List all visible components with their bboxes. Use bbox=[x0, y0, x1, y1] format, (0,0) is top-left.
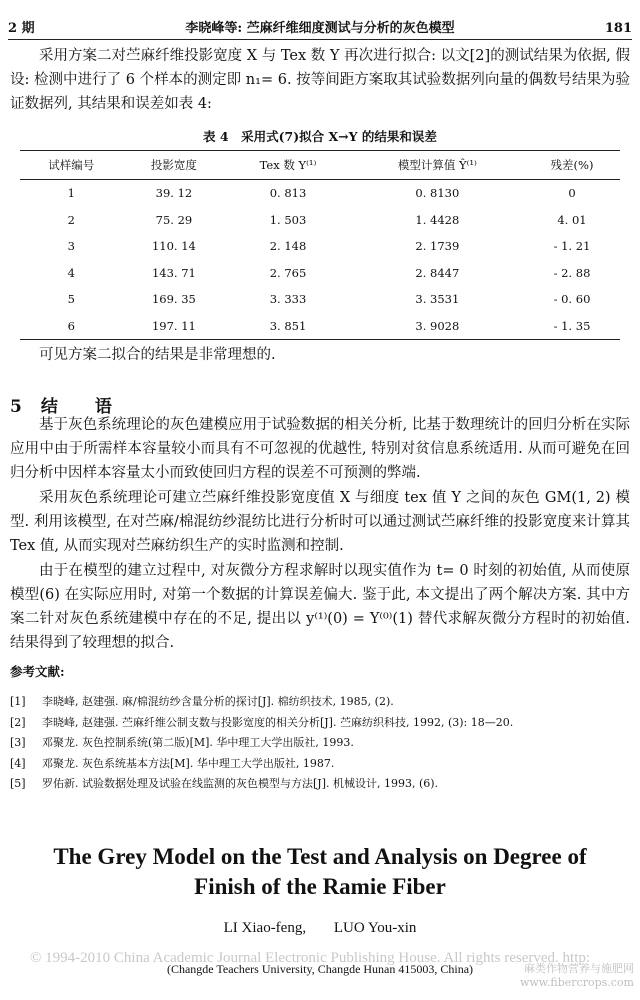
reference-item bbox=[10, 754, 630, 775]
table-cell: 2. 148 bbox=[269, 239, 307, 254]
reference-number: [2] bbox=[10, 715, 26, 729]
running-title: 李晓峰等: 苎麻纤维细度测试与分析的灰色模型 bbox=[185, 21, 455, 36]
table-cell: 4. 01 bbox=[557, 212, 587, 227]
reference-number: [5] bbox=[10, 777, 26, 790]
body-paragraph: 由于在模型的建立过程中, 对灰微分方程求解时以现实值作为 t= 0 时刻的初始值, 从而使原模型(6) 在实际应用时, 对第一个数据的计算误差偏大. 鉴于此, 本文提出了两个解决方案. 其中方案二针对灰色系统建模中存在的不足, 提出以 y⁽¹⁾(0) = Y⁽⁰⁾(1) 替代求解灰微分方程时的初始值. 结果得到了较理想的拟合. bbox=[10, 563, 630, 651]
table-cell: 143. 71 bbox=[151, 265, 196, 280]
page-number: 181 bbox=[604, 21, 632, 36]
results-table bbox=[20, 150, 620, 340]
issue-number: 2 期 bbox=[8, 21, 35, 36]
table-cell: 0 bbox=[568, 186, 576, 201]
table-cell: 5 bbox=[67, 292, 75, 307]
table-cell: 2 bbox=[67, 212, 75, 227]
table-cell: 6 bbox=[67, 318, 75, 333]
reference-item bbox=[10, 733, 630, 754]
table-cell: - 1. 35 bbox=[553, 318, 591, 333]
table-cell: 3 bbox=[67, 239, 75, 254]
table-cell: 3. 333 bbox=[269, 292, 307, 307]
table-cell: 3. 9028 bbox=[415, 318, 460, 333]
table-header-row bbox=[20, 151, 620, 180]
col-header-sample-no: 试样编号 bbox=[48, 158, 95, 172]
reference-item bbox=[10, 713, 630, 734]
copyright-watermark: © 1994-2010 China Academic Journal Electronic Publishing House. All rights reserved. http: bbox=[30, 950, 591, 966]
table-row bbox=[20, 260, 620, 287]
table-cell: 1. 503 bbox=[269, 212, 307, 227]
col-header-tex: Tex 数 Y⁽¹⁾ bbox=[259, 158, 317, 172]
reference-number: [4] bbox=[10, 756, 26, 770]
table-row bbox=[20, 180, 620, 207]
table-cell: 1 bbox=[67, 186, 75, 201]
site-watermark bbox=[520, 962, 634, 990]
table-row bbox=[20, 207, 620, 234]
reference-text: 李晓峰, 赵建强. 麻/棉混纺纱含量分析的探讨[J]. 棉纺织技术, 1985, (2). bbox=[42, 695, 394, 708]
table-cell: 0. 813 bbox=[269, 186, 307, 201]
intro-paragraph: 采用方案二对苎麻纤维投影宽度 X 与 Tex 数 Y 再次进行拟合: 以文[2]的测试结果为依据, 假设: 检测中进行了 6 个样本的测定即 n₁= 6. 按等间距方案取其试验数据列向量的偶数号结果为验证数据列, 其结果和误差如表 4: bbox=[10, 48, 630, 112]
reference-text: 李晓峰, 赵建强. 苎麻纤维公制支数与投影宽度的相关分析[J]. 苎麻纺织科技, 1992, (3): 18—20. bbox=[42, 715, 514, 729]
english-affiliation: (Changde Teachers University, Changde Hunan 415003, China) bbox=[166, 962, 474, 976]
english-authors bbox=[0, 920, 640, 937]
table-cell: 4 bbox=[67, 265, 75, 280]
site-watermark-cn: 麻类作物营养与施肥网 bbox=[524, 962, 634, 975]
table-cell: 169. 35 bbox=[151, 292, 196, 307]
reference-item bbox=[10, 692, 630, 713]
references-label: 参考文献: bbox=[10, 664, 65, 679]
author-name: LI Xiao-feng, bbox=[223, 920, 307, 936]
reference-text: 罗佑新. 试验数据处理及试验在线监测的灰色模型与方法[J]. 机械设计, 1993, (6). bbox=[42, 777, 439, 790]
table-cell: 75. 29 bbox=[155, 212, 193, 227]
english-title bbox=[0, 842, 640, 902]
table-cell: - 1. 21 bbox=[553, 239, 591, 254]
table-row bbox=[20, 233, 620, 260]
table-cell: - 2. 88 bbox=[553, 265, 591, 280]
english-title-line: Finish of the Ramie Fiber bbox=[194, 874, 446, 899]
table-cell: 3. 851 bbox=[269, 318, 307, 333]
table-cell: 110. 14 bbox=[151, 239, 196, 254]
table-cell: 0. 8130 bbox=[415, 186, 460, 201]
col-header-model-value: 模型计算值 Ŷ⁽¹⁾ bbox=[397, 158, 477, 172]
table-cell: 2. 8447 bbox=[415, 265, 460, 280]
author-name: LUO You-xin bbox=[333, 920, 417, 936]
col-header-residual: 残差(%) bbox=[550, 158, 594, 172]
table-cell: 2. 1739 bbox=[415, 239, 460, 254]
english-title-line: The Grey Model on the Test and Analysis on Degree of bbox=[53, 844, 587, 869]
table-cell: - 0. 60 bbox=[553, 292, 591, 307]
table-cell: 39. 12 bbox=[155, 186, 193, 201]
table-row bbox=[20, 313, 620, 340]
section-heading: 5 结 语 bbox=[10, 397, 113, 417]
reference-item bbox=[10, 774, 630, 795]
reference-number: [3] bbox=[10, 736, 26, 749]
reference-text: 邓聚龙. 灰色系统基本方法[M]. 华中理工大学出版社, 1987. bbox=[42, 756, 335, 770]
reference-text: 邓聚龙. 灰色控制系统(第二版)[M]. 华中理工大学出版社, 1993. bbox=[42, 736, 354, 749]
reference-number: [1] bbox=[10, 695, 26, 708]
references-list bbox=[10, 692, 630, 795]
table-row bbox=[20, 286, 620, 313]
body-paragraph: 基于灰色系统理论的灰色建模应用于试验数据的相关分析, 比基于数理统计的回归分析在实际应用中由于所需样本容量较小而具有不可忽视的优越性, 特别对贫信息系统适用. 从而可避免在回归分析中因样本容量太小而致使回归方程的误差不可预测的弊端. bbox=[10, 417, 630, 481]
table-conclusion: 可见方案二拟合的结果是非常理想的. bbox=[39, 347, 276, 363]
table-cell: 197. 11 bbox=[151, 318, 196, 333]
body-paragraph: 采用灰色系统理论可建立苎麻纤维投影宽度值 X 与细度 tex 值 Y 之间的灰色 GM(1, 2) 模型. 利用该模型, 在对苎麻/棉混纺纱混纺比进行分析时可以通过测试苎麻纤维的投影宽度来计算其 Tex 值, 从而实现对苎麻纺织生产的实时监测和控制. bbox=[10, 490, 630, 554]
table-caption: 表 4 采用式(7)拟合 X→Y 的结果和误差 bbox=[203, 129, 437, 144]
col-header-projection-width: 投影宽度 bbox=[150, 158, 197, 172]
site-watermark-url: www.fibercrops.com bbox=[519, 976, 634, 989]
table-cell: 2. 765 bbox=[269, 265, 307, 280]
page-header bbox=[8, 10, 632, 40]
table-cell: 3. 3531 bbox=[415, 292, 460, 307]
table-cell: 1. 4428 bbox=[415, 212, 460, 227]
